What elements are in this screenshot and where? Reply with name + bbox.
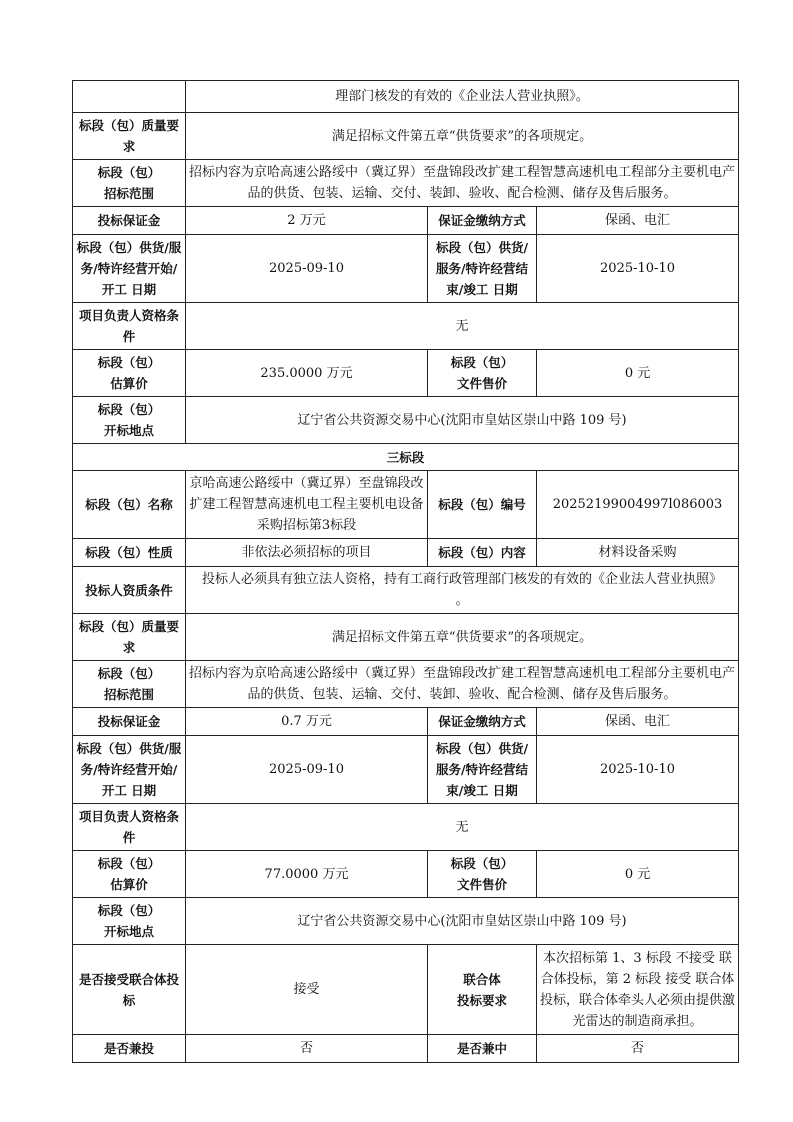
s3-consortium-label: 是否接受联合体投标 [73,945,186,1035]
open-location-label [73,397,186,444]
start-date-value: 2025-09-10 [186,235,428,303]
s3-bond-method-value: 保函、电汇 [537,708,739,736]
s3-qualification-line2: 。 [455,593,469,608]
tender-sections-table [72,80,739,1063]
s3-end-date-value: 2025-10-10 [537,736,739,804]
row-s3-qualification [73,567,739,614]
s3-budget-label-line1: 标段（包） [97,856,161,871]
s3-consortium-req-value: 本次招标第 1、3 标段 不接受 联合体投标，第 2 标段 接受 联合体投标，联合体牵头人必须由提供激光雷达的制造商承担。 [537,945,739,1035]
s3-consortium-req-label-line1: 联合体 [463,971,501,987]
scope-label-line1: 标段（包） [97,165,161,180]
budget-label-line1: 标段（包） [97,355,161,370]
bond-method-value: 保函、电汇 [537,207,739,235]
s3-qualification-label: 投标人资质条件 [73,567,186,614]
row-s3-pm [73,804,739,851]
license-continuation-text: 理部门核发的有效的《企业法人营业执照》。 [186,81,739,113]
row-s3-dual [73,1035,739,1063]
budget-label [73,350,186,397]
budget-label-line2: 估算价 [110,376,148,391]
row-s3-scope [73,661,739,708]
open-location-label-line1: 标段（包） [97,402,161,417]
s3-price-label-line2: 文件售价 [456,877,507,892]
s3-budget-value: 77.0000 万元 [186,851,428,898]
s3-bond-label: 投标保证金 [73,708,186,736]
s3-qualification-value [186,567,739,614]
s3-price-label [428,851,537,898]
row-budget [73,350,739,397]
s3-price-value: 0 元 [537,851,739,898]
quality-label: 标段（包）质量要求 [73,113,186,160]
s3-dual-win-label: 是否兼中 [428,1035,537,1063]
end-date-label: 标段（包）供货/服务/特许经营结束/竣工 日期 [428,235,537,303]
s3-quality-label: 标段（包）质量要求 [73,614,186,661]
s3-dual-bid-value: 否 [186,1035,428,1063]
row-s3-bond [73,708,739,736]
row-s3-quality [73,614,739,661]
s3-name-value: 京哈高速公路绥中（冀辽界）至盘锦段改扩建工程智慧高速机电工程主要机电设备采购招标第3标段 [186,471,428,539]
s3-dual-win-value: 否 [537,1035,739,1063]
s3-start-date-value: 2025-09-10 [186,736,428,804]
budget-value: 235.0000 万元 [186,350,428,397]
row-open-location [73,397,739,444]
bond-method-label: 保证金缴纳方式 [428,207,537,235]
s3-code-label: 标段（包）编号 [428,471,537,539]
s3-price-label-line1: 标段（包） [450,856,514,871]
row-s3-dates [73,736,739,804]
s3-name-label: 标段（包）名称 [73,471,186,539]
row-s3-consortium [73,945,739,1035]
open-location-label-line2: 开标地点 [103,423,154,438]
s3-open-location-label-line2: 开标地点 [103,924,154,939]
s3-content-label: 标段（包）内容 [428,539,537,567]
row-quality [73,113,739,160]
s3-scope-label-line1: 标段（包） [97,666,161,681]
end-date-value: 2025-10-10 [537,235,739,303]
pm-label: 项目负责人资格条件 [73,303,186,350]
s3-bond-value: 0.7 万元 [186,708,428,736]
row-license-continuation [73,81,739,113]
quality-value: 满足招标文件第五章“供货要求”的各项规定。 [186,113,739,160]
bond-label: 投标保证金 [73,207,186,235]
row-s3-budget [73,851,739,898]
s3-quality-value: 满足招标文件第五章“供货要求”的各项规定。 [186,614,739,661]
price-value: 0 元 [537,350,739,397]
s3-open-location-value: 辽宁省公共资源交易中心(沈阳市皇姑区崇山中路 109 号) [186,898,739,945]
s3-nature-value: 非依法必须招标的项目 [186,539,428,567]
bond-value: 2 万元 [186,207,428,235]
empty-label-cell [73,81,186,113]
pm-value: 无 [186,303,739,350]
s3-start-date-label: 标段（包）供货/服务/特许经营开始/开工 日期 [73,736,186,804]
scope-label-line2: 招标范围 [103,186,154,201]
s3-consortium-req-label-line2: 投标要求 [456,992,507,1008]
row-section3-title [73,444,739,471]
price-label-line1: 标段（包） [450,355,514,370]
s3-code-value: 20252199004997l086003 [537,471,739,539]
s3-pm-label: 项目负责人资格条件 [73,804,186,851]
s3-nature-label: 标段（包）性质 [73,539,186,567]
scope-value: 招标内容为京哈高速公路绥中（冀辽界）至盘锦段改扩建工程智慧高速机电工程部分主要机电产品的供货、包装、运输、交付、装卸、验收、配合检测、储存及售后服务。 [186,160,739,207]
s3-scope-label-line2: 招标范围 [103,687,154,702]
s3-bond-method-label: 保证金缴纳方式 [428,708,537,736]
price-label [428,350,537,397]
row-scope [73,160,739,207]
s3-scope-label [73,661,186,708]
section3-title: 三标段 [73,444,739,471]
s3-consortium-req-label [428,945,537,1035]
row-bond [73,207,739,235]
s3-budget-label-line2: 估算价 [110,877,148,892]
scope-label [73,160,186,207]
row-s3-name [73,471,739,539]
s3-end-date-label: 标段（包）供货/服务/特许经营结束/竣工 日期 [428,736,537,804]
s3-open-location-label-line1: 标段（包） [97,903,161,918]
s3-open-location-label [73,898,186,945]
row-pm [73,303,739,350]
s3-scope-value: 招标内容为京哈高速公路绥中（冀辽界）至盘锦段改扩建工程智慧高速机电工程部分主要机电产品的供货、包装、运输、交付、装卸、验收、配合检测、储存及售后服务。 [186,661,739,708]
row-s3-open-location [73,898,739,945]
s3-pm-value: 无 [186,804,739,851]
s3-content-value: 材料设备采购 [537,539,739,567]
price-label-line2: 文件售价 [456,376,507,391]
s3-budget-label [73,851,186,898]
s3-dual-bid-label: 是否兼投 [73,1035,186,1063]
row-s3-nature [73,539,739,567]
open-location-value: 辽宁省公共资源交易中心(沈阳市皇姑区崇山中路 109 号) [186,397,739,444]
s3-qualification-line1: 投标人必须具有独立法人资格，持有工商行政管理部门核发的有效的《企业法人营业执照》 [202,572,723,587]
start-date-label: 标段（包）供货/服务/特许经营开始/开工 日期 [73,235,186,303]
row-dates [73,235,739,303]
s3-consortium-value: 接受 [186,945,428,1035]
